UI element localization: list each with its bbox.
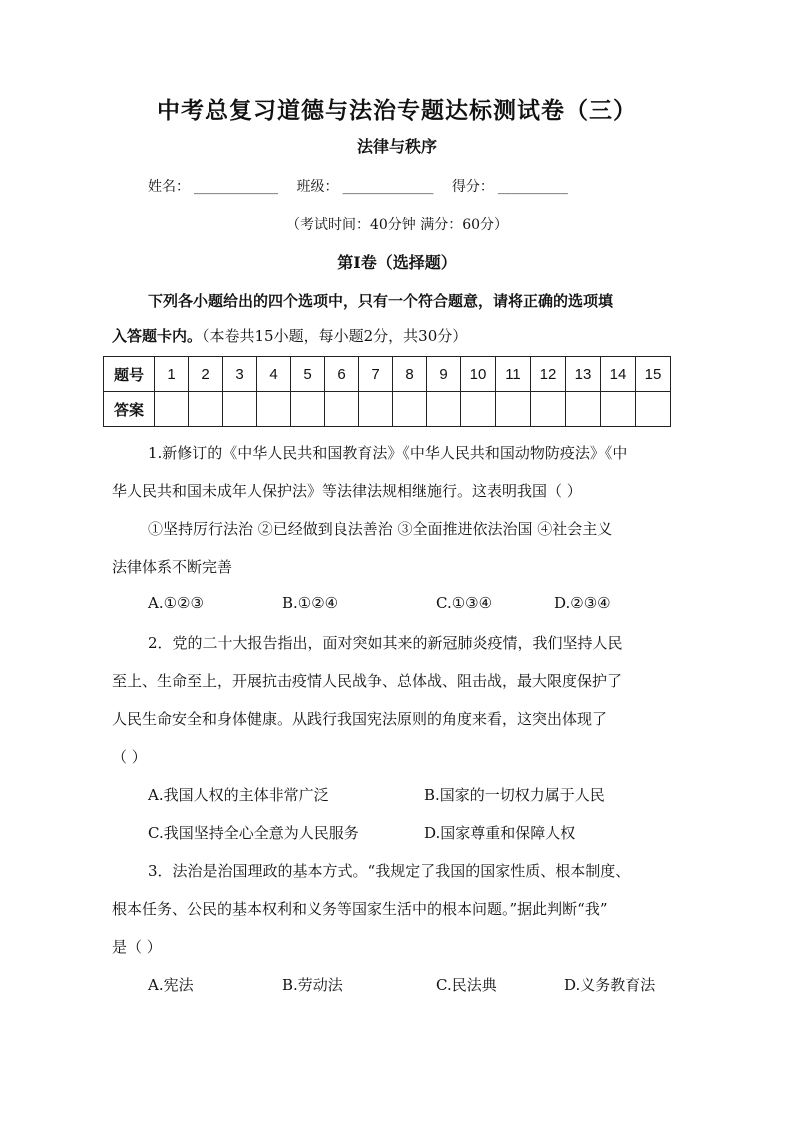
answer-cell[interactable] — [223, 392, 257, 427]
q1-line-2: 华人民共和国未成年人保护法》等法律法规相继施行。这表明我国（ ） — [112, 482, 582, 500]
answer-cell[interactable] — [189, 392, 223, 427]
question-number: 8 — [393, 357, 427, 392]
instruction-bold: 入答题卡内。 — [112, 327, 203, 345]
question-number: 5 — [291, 357, 325, 392]
answer-table — [103, 356, 671, 427]
q3-line-1: 3．法治是治国理政的基本方式。“我规定了我国的国家性质、根本制度、 — [148, 862, 631, 880]
score-blank[interactable]: __________ — [497, 179, 568, 195]
answer-cell[interactable] — [325, 392, 359, 427]
answer-cell[interactable] — [257, 392, 291, 427]
q3-option-d: D.义务教育法 — [564, 976, 656, 994]
instruction-rest: （本卷共15小题，每小题2分，共30分） — [202, 327, 468, 345]
question-number: 6 — [325, 357, 359, 392]
question-number: 4 — [257, 357, 291, 392]
q2-line-3: 人民生命安全和身体健康。从践行我国宪法原则的角度来看，这突出体现了 — [112, 710, 608, 728]
q2-option-b: B.国家的一切权力属于人民 — [424, 786, 605, 804]
q3-line-2: 根本任务、公民的基本权利和义务等国家生活中的根本问题。”据此判断“我” — [112, 900, 608, 918]
q1-line-4: 法律体系不断完善 — [112, 558, 233, 576]
answer-cell[interactable] — [461, 392, 496, 427]
section-title: 第Ⅰ卷（选择题） — [337, 253, 457, 272]
answer-table-answer-row — [104, 392, 671, 427]
q2-option-c: C.我国坚持全心全意为人民服务 — [148, 824, 359, 842]
q2-line-2: 至上、生命至上，开展抗击疫情人民战争、总体战、阻击战，最大限度保护了 — [112, 672, 623, 690]
answer-cell[interactable] — [531, 392, 566, 427]
question-number: 15 — [636, 357, 671, 392]
question-number: 10 — [461, 357, 496, 392]
class-label: 班级： — [296, 179, 339, 195]
q3-option-b: B.劳动法 — [282, 976, 343, 994]
student-info-row — [148, 176, 582, 196]
q2-line-1: 2．党的二十大报告指出，面对突如其来的新冠肺炎疫情，我们坚持人民 — [148, 634, 623, 652]
q3-line-3: 是（ ） — [112, 938, 162, 956]
question-number: 11 — [496, 357, 531, 392]
answer-cell[interactable] — [427, 392, 461, 427]
question-number: 1 — [155, 357, 189, 392]
q3-option-c: C.民法典 — [436, 976, 497, 994]
q1-option-d: D.②③④ — [554, 594, 611, 612]
q2-option-a: A.我国人权的主体非常广泛 — [148, 786, 329, 804]
instruction-line-1: 下列各小题给出的四个选项中，只有一个符合题意，请将正确的选项填 — [148, 292, 614, 310]
q3-option-a: A.宪法 — [148, 976, 194, 994]
answer-cell[interactable] — [496, 392, 531, 427]
answer-cell[interactable] — [393, 392, 427, 427]
q2-line-4: （ ） — [112, 748, 147, 766]
question-number: 9 — [427, 357, 461, 392]
name-blank[interactable]: ____________ — [194, 179, 278, 195]
table-header-label: 题号 — [104, 357, 155, 392]
q2-option-d: D.国家尊重和保障人权 — [424, 824, 576, 842]
instruction-line-2 — [112, 325, 467, 346]
question-number: 2 — [189, 357, 223, 392]
q1-line-3: ①坚持厉行法治 ②已经做到良法善治 ③全面推进依法治国 ④社会主义 — [148, 520, 613, 538]
question-number: 12 — [531, 357, 566, 392]
class-blank[interactable]: _____________ — [342, 179, 434, 195]
question-number: 14 — [601, 357, 636, 392]
answer-cell[interactable] — [155, 392, 189, 427]
table-answer-label: 答案 — [104, 392, 155, 427]
question-number: 3 — [223, 357, 257, 392]
exam-subtitle: 法律与秩序 — [356, 137, 437, 156]
answer-cell[interactable] — [636, 392, 671, 427]
score-label: 得分： — [451, 179, 494, 195]
q1-option-a: A.①②③ — [148, 594, 204, 612]
question-number: 7 — [359, 357, 393, 392]
answer-cell[interactable] — [291, 392, 325, 427]
answer-cell[interactable] — [359, 392, 393, 427]
question-number: 13 — [566, 357, 601, 392]
answer-cell[interactable] — [566, 392, 601, 427]
answer-cell[interactable] — [601, 392, 636, 427]
answer-table-header-row — [104, 357, 671, 392]
q1-option-c: C.①③④ — [436, 594, 493, 612]
q1-option-b: B.①②④ — [282, 594, 339, 612]
name-label: 姓名： — [148, 179, 190, 195]
q1-line-1: 1.新修订的《中华人民共和国教育法》《中华人民共和国动物防疫法》《中 — [148, 444, 628, 462]
exam-meta: （考试时间：40分钟 满分：60分） — [285, 217, 509, 233]
exam-title: 中考总复习道德与法治专题达标测试卷（三） — [157, 97, 637, 124]
